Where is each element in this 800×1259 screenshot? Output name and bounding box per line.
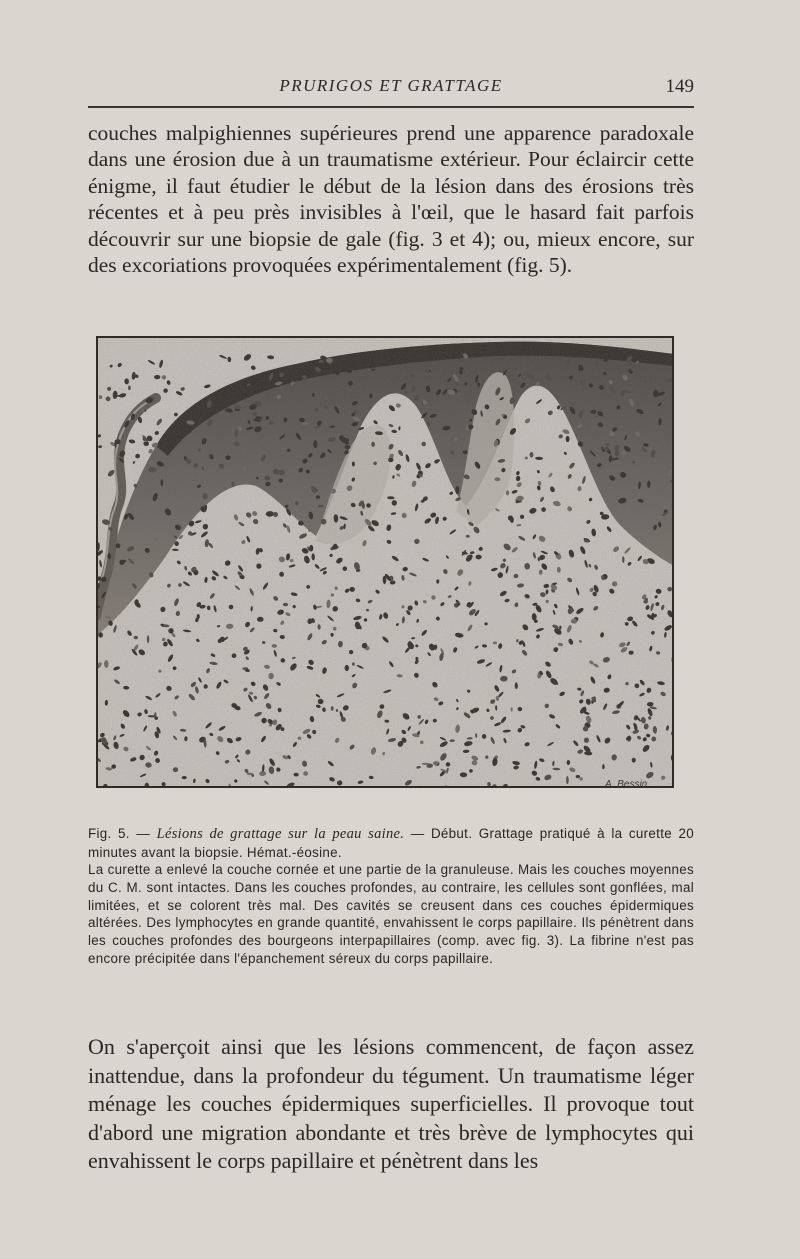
histology-illustration — [96, 336, 674, 788]
figure-caption-body: La curette a enlevé la couche cornée et une partie de la granuleuse. Mais les couches moyennes du C. M. sont intactes. Dans les couches profondes, au contraire, les cellules sont gonflées, mal limitées, et se colorent très mal. Des cavités se creusent dans ces couches épidermiques altérées. Des lymphocytes en grande quantité, envahissent le corps papillaire. Ils pénètrent dans les couches profondes des bourgeons interpapillaires (comp. avec fig. 3). La fibrine n'est pas encore précipitée dans l'épanchement séreux du corps papillaire. — [88, 862, 694, 966]
paragraph-top: couches malpighiennes supérieures prend une apparence paradoxale dans une érosion due à un traumatisme extérieur. Pour éclaircir cette énigme, il faut étudier le début de la lésion dans des érosions très récentes et à peu près invisibles à l'œil, que le hasard fait parfois découvrir sur une biopsie de gale (fig. 3 et 4); ou, mieux encore, sur des excoriations provoquées expérimentalement (fig. 5). — [88, 121, 694, 278]
caption-lead-text: — Début. Grattage pratiqué à la curette 20 minutes avant la biopsie. Hémat.-éosine. — [88, 826, 694, 860]
page-number: 149 — [665, 76, 694, 97]
caption-title: Lésions de grattage sur la peau saine. — [156, 826, 405, 842]
caption-label: Fig. 5. — — [88, 826, 151, 841]
histology-figure — [96, 336, 674, 788]
running-title: PRURIGOS ET GRATTAGE — [279, 76, 503, 95]
header-rule — [88, 106, 694, 108]
running-head — [88, 72, 694, 102]
paragraph-bottom: On s'aperçoit ainsi que les lésions commencent, de façon assez inattendue, dans la profondeur du tégument. Un traumatisme léger ménage les couches épidermiques superficielles. Il provoque tout d'abord une migration abondante et très brève de lymphocytes qui envahissent le corps papillaire et pénètrent dans les — [88, 1034, 694, 1173]
illustrator-signature: A. Bessin — [605, 779, 648, 790]
print-grain — [96, 336, 674, 788]
figure-caption-lead — [88, 825, 694, 862]
